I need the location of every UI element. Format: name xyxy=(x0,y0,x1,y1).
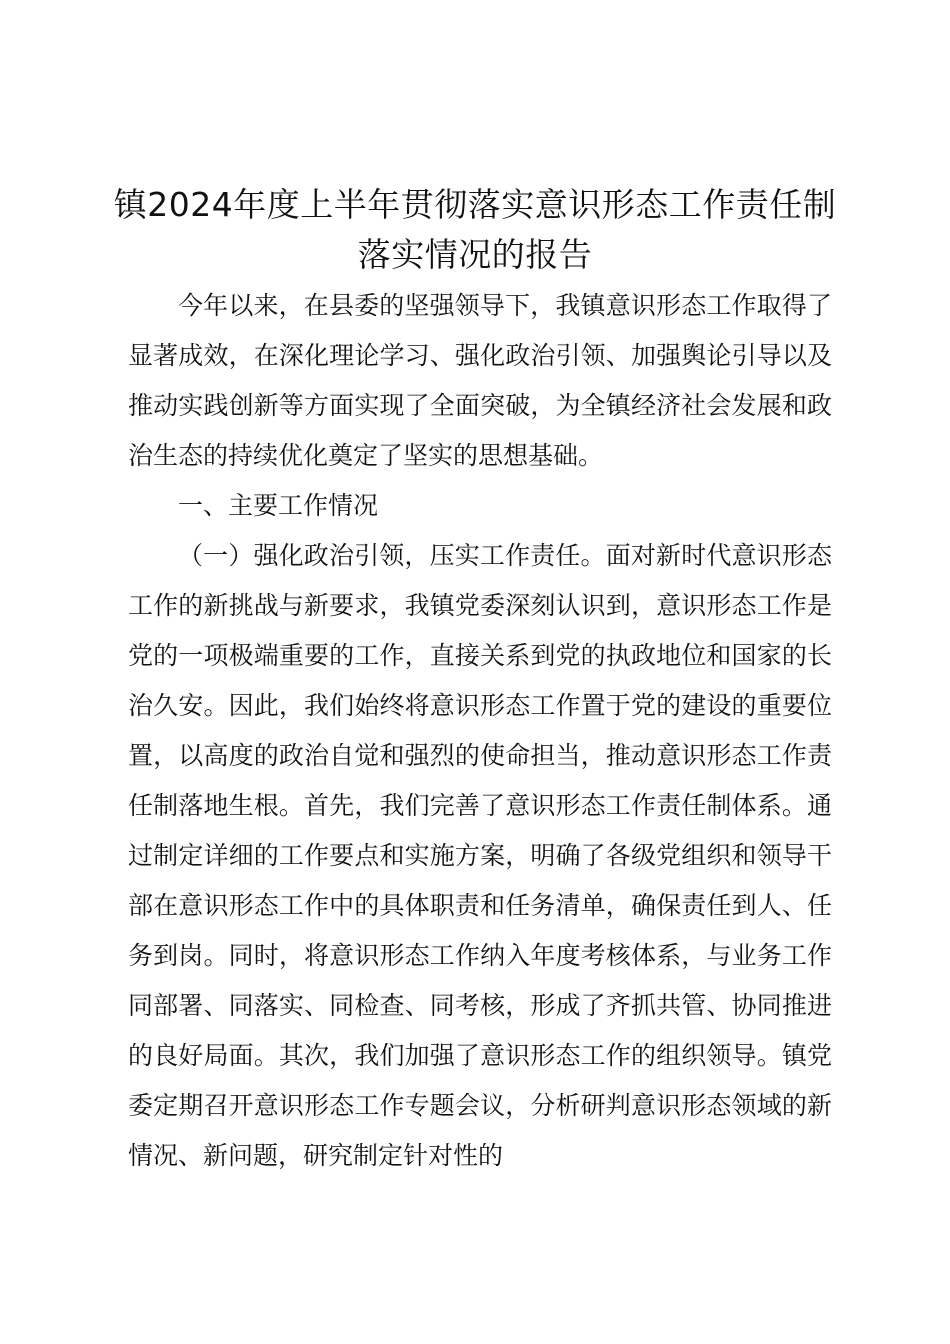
document-title: 镇2024年度上半年贯彻落实意识形态工作责任制落实情况的报告 xyxy=(113,185,837,274)
section-paragraph: （一）强化政治引领，压实工作责任。面对新时代意识形态工作的新挑战与新要求，我镇党委深刻认识到，意识形态工作是党的一项极端重要的工作，直接关系到党的执政地位和国家的长治久安。因此，我们始终将意识形态工作置于党的建设的重要位置，以高度的政治自觉和强烈的使命担当，推动意识形态工作责任制落地生根。首先，我们完善了意识形态工作责任制体系。通过制定详细的工作要点和实施方案，明确了各级党组织和领导干部在意识形态工作中的具体职责和任务清单，确保责任到人、任务到岗。同时，将意识形态工作纳入年度考核体系，与业务工作同部署、同落实、同检查、同考核，形成了齐抓共管、协同推进的良好局面。其次，我们加强了意识形态工作的组织领导。镇党委定期召开意识形态工作专题会议，分析研判意识形态领域的新情况、新问题，研究制定针对性的 xyxy=(128,541,832,1170)
intro-paragraph: 今年以来，在县委的坚强领导下，我镇意识形态工作取得了显著成效，在深化理论学习、强化政治引领、加强舆论引导以及推动实践创新等方面实现了全面突破，为全镇经济社会发展和政治生态的持续优化奠定了坚实的思想基础。 xyxy=(128,291,832,470)
section-heading: 一、主要工作情况 xyxy=(178,491,379,520)
